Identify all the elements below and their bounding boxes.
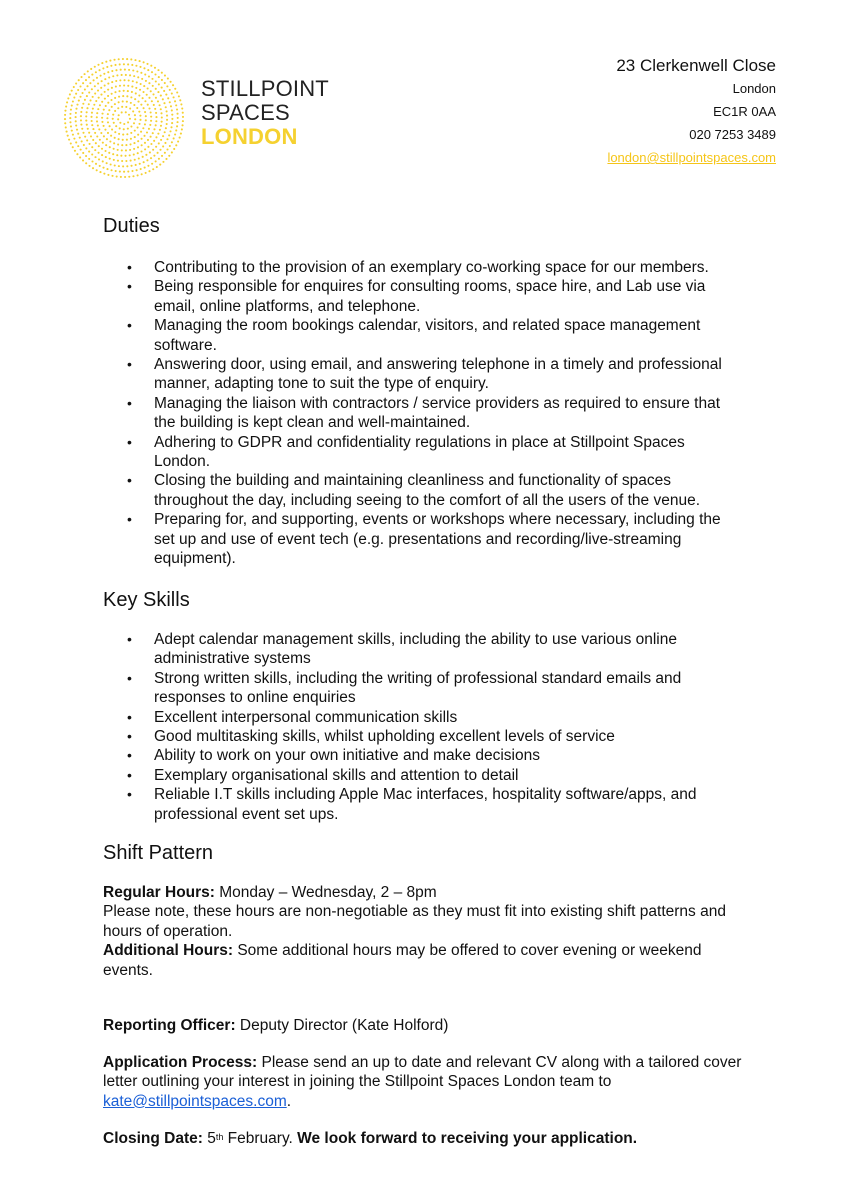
- list-item: • Contributing to the provision of an exemplary co-working space for our members.: [103, 258, 743, 277]
- list-item: • Closing the building and maintaining cleanliness and functionality of spaces throughout the day, including seeing to the comfort of all the users of the venue.: [103, 471, 743, 510]
- brand-line-1: STILLPOINT: [201, 76, 329, 101]
- reporting-officer-label: Reporting Officer:: [103, 1017, 236, 1034]
- closing-date-label: Closing Date:: [103, 1130, 203, 1147]
- list-item: • Reliable I.T skills including Apple Mac interfaces, hospitality software/apps, and professional event set ups.: [103, 785, 743, 824]
- list-item: • Answering door, using email, and answering telephone in a timely and professional manner, adapting tone to suit the type of enquiry.: [103, 355, 743, 394]
- shift-details: [103, 883, 743, 980]
- application-end: .: [286, 1092, 292, 1110]
- regular-hours: [103, 883, 743, 902]
- application-process-label: Application Process:: [103, 1054, 258, 1071]
- closing-date-suffix: th: [215, 1132, 224, 1142]
- address-postcode: EC1R 0AA: [713, 104, 776, 119]
- closing-date-month: February.: [223, 1130, 298, 1147]
- brand-line-2: SPACES: [201, 100, 290, 125]
- list-item: • Being responsible for enquires for consulting rooms, space hire, and Lab use via email, online platforms, and telephone.: [103, 277, 743, 316]
- skills-list: [103, 630, 743, 824]
- list-item: • Preparing for, and supporting, events or workshops where necessary, including the set up and use of event tech (e.g. presentations and recording/live-streaming equipment).: [103, 510, 743, 568]
- regular-hours-label: Regular Hours:: [103, 884, 215, 901]
- address-street: 23 Clerkenwell Close: [616, 56, 776, 75]
- list-item: • Exemplary organisational skills and attention to detail: [103, 766, 743, 785]
- list-item: • Excellent interpersonal communication skills: [103, 708, 743, 727]
- list-item: • Adhering to GDPR and confidentiality regulations in place at Stillpoint Spaces London.: [103, 433, 743, 472]
- shift-note: Please note, these hours are non-negotiable as they must fit into existing shift patterns and hours of operation.: [103, 903, 726, 940]
- list-item: • Ability to work on your own initiative and make decisions: [103, 746, 743, 765]
- list-item: • Managing the room bookings calendar, visitors, and related space management software.: [103, 316, 743, 355]
- closing-date-day: 5: [202, 1130, 216, 1147]
- reporting-officer: [103, 1016, 743, 1035]
- additional-hours: [103, 941, 743, 980]
- list-item: • Strong written skills, including the writing of professional standard emails and responses to online enquiries: [103, 669, 743, 708]
- additional-hours-value: Some additional hours may be offered to cover evening or weekend events.: [103, 942, 702, 979]
- list-item: • Managing the liaison with contractors / service providers as required to ensure that the building is kept clean and well-maintained.: [103, 394, 743, 433]
- brand-line-3: LONDON: [201, 124, 298, 149]
- additional-hours-label: Additional Hours:: [103, 942, 234, 960]
- list-item: • Adept calendar management skills, including the ability to use various online administrative systems: [103, 630, 743, 669]
- application-process: [103, 1053, 743, 1111]
- closing-message: We look forward to receiving your application.: [297, 1130, 638, 1147]
- reporting-officer-value: Deputy Director (Kate Holford): [235, 1017, 449, 1034]
- stillpoint-logo-icon: [56, 50, 192, 186]
- address-phone: 020 7253 3489: [689, 127, 776, 142]
- application-process-text: Please send an up to date and relevant CV along with a tailored cover letter outlining your interest in joining the Stillpoint Spaces London team to: [103, 1054, 742, 1091]
- closing-date: [103, 1129, 743, 1148]
- shift-pattern-heading: Shift Pattern: [103, 842, 214, 864]
- duties-heading: Duties: [103, 215, 160, 237]
- address-email-link[interactable]: london@stillpointspaces.com: [607, 150, 776, 165]
- address-city: London: [732, 81, 776, 96]
- key-skills-heading: Key Skills: [103, 589, 190, 611]
- contact-address: [607, 55, 776, 169]
- duties-list: [103, 258, 743, 569]
- application-email-link[interactable]: kate@stillpointspaces.com: [103, 1092, 287, 1110]
- brand-name: [201, 77, 329, 149]
- regular-hours-value: Monday – Wednesday, 2 – 8pm: [214, 884, 437, 901]
- list-item: • Good multitasking skills, whilst upholding excellent levels of service: [103, 727, 743, 746]
